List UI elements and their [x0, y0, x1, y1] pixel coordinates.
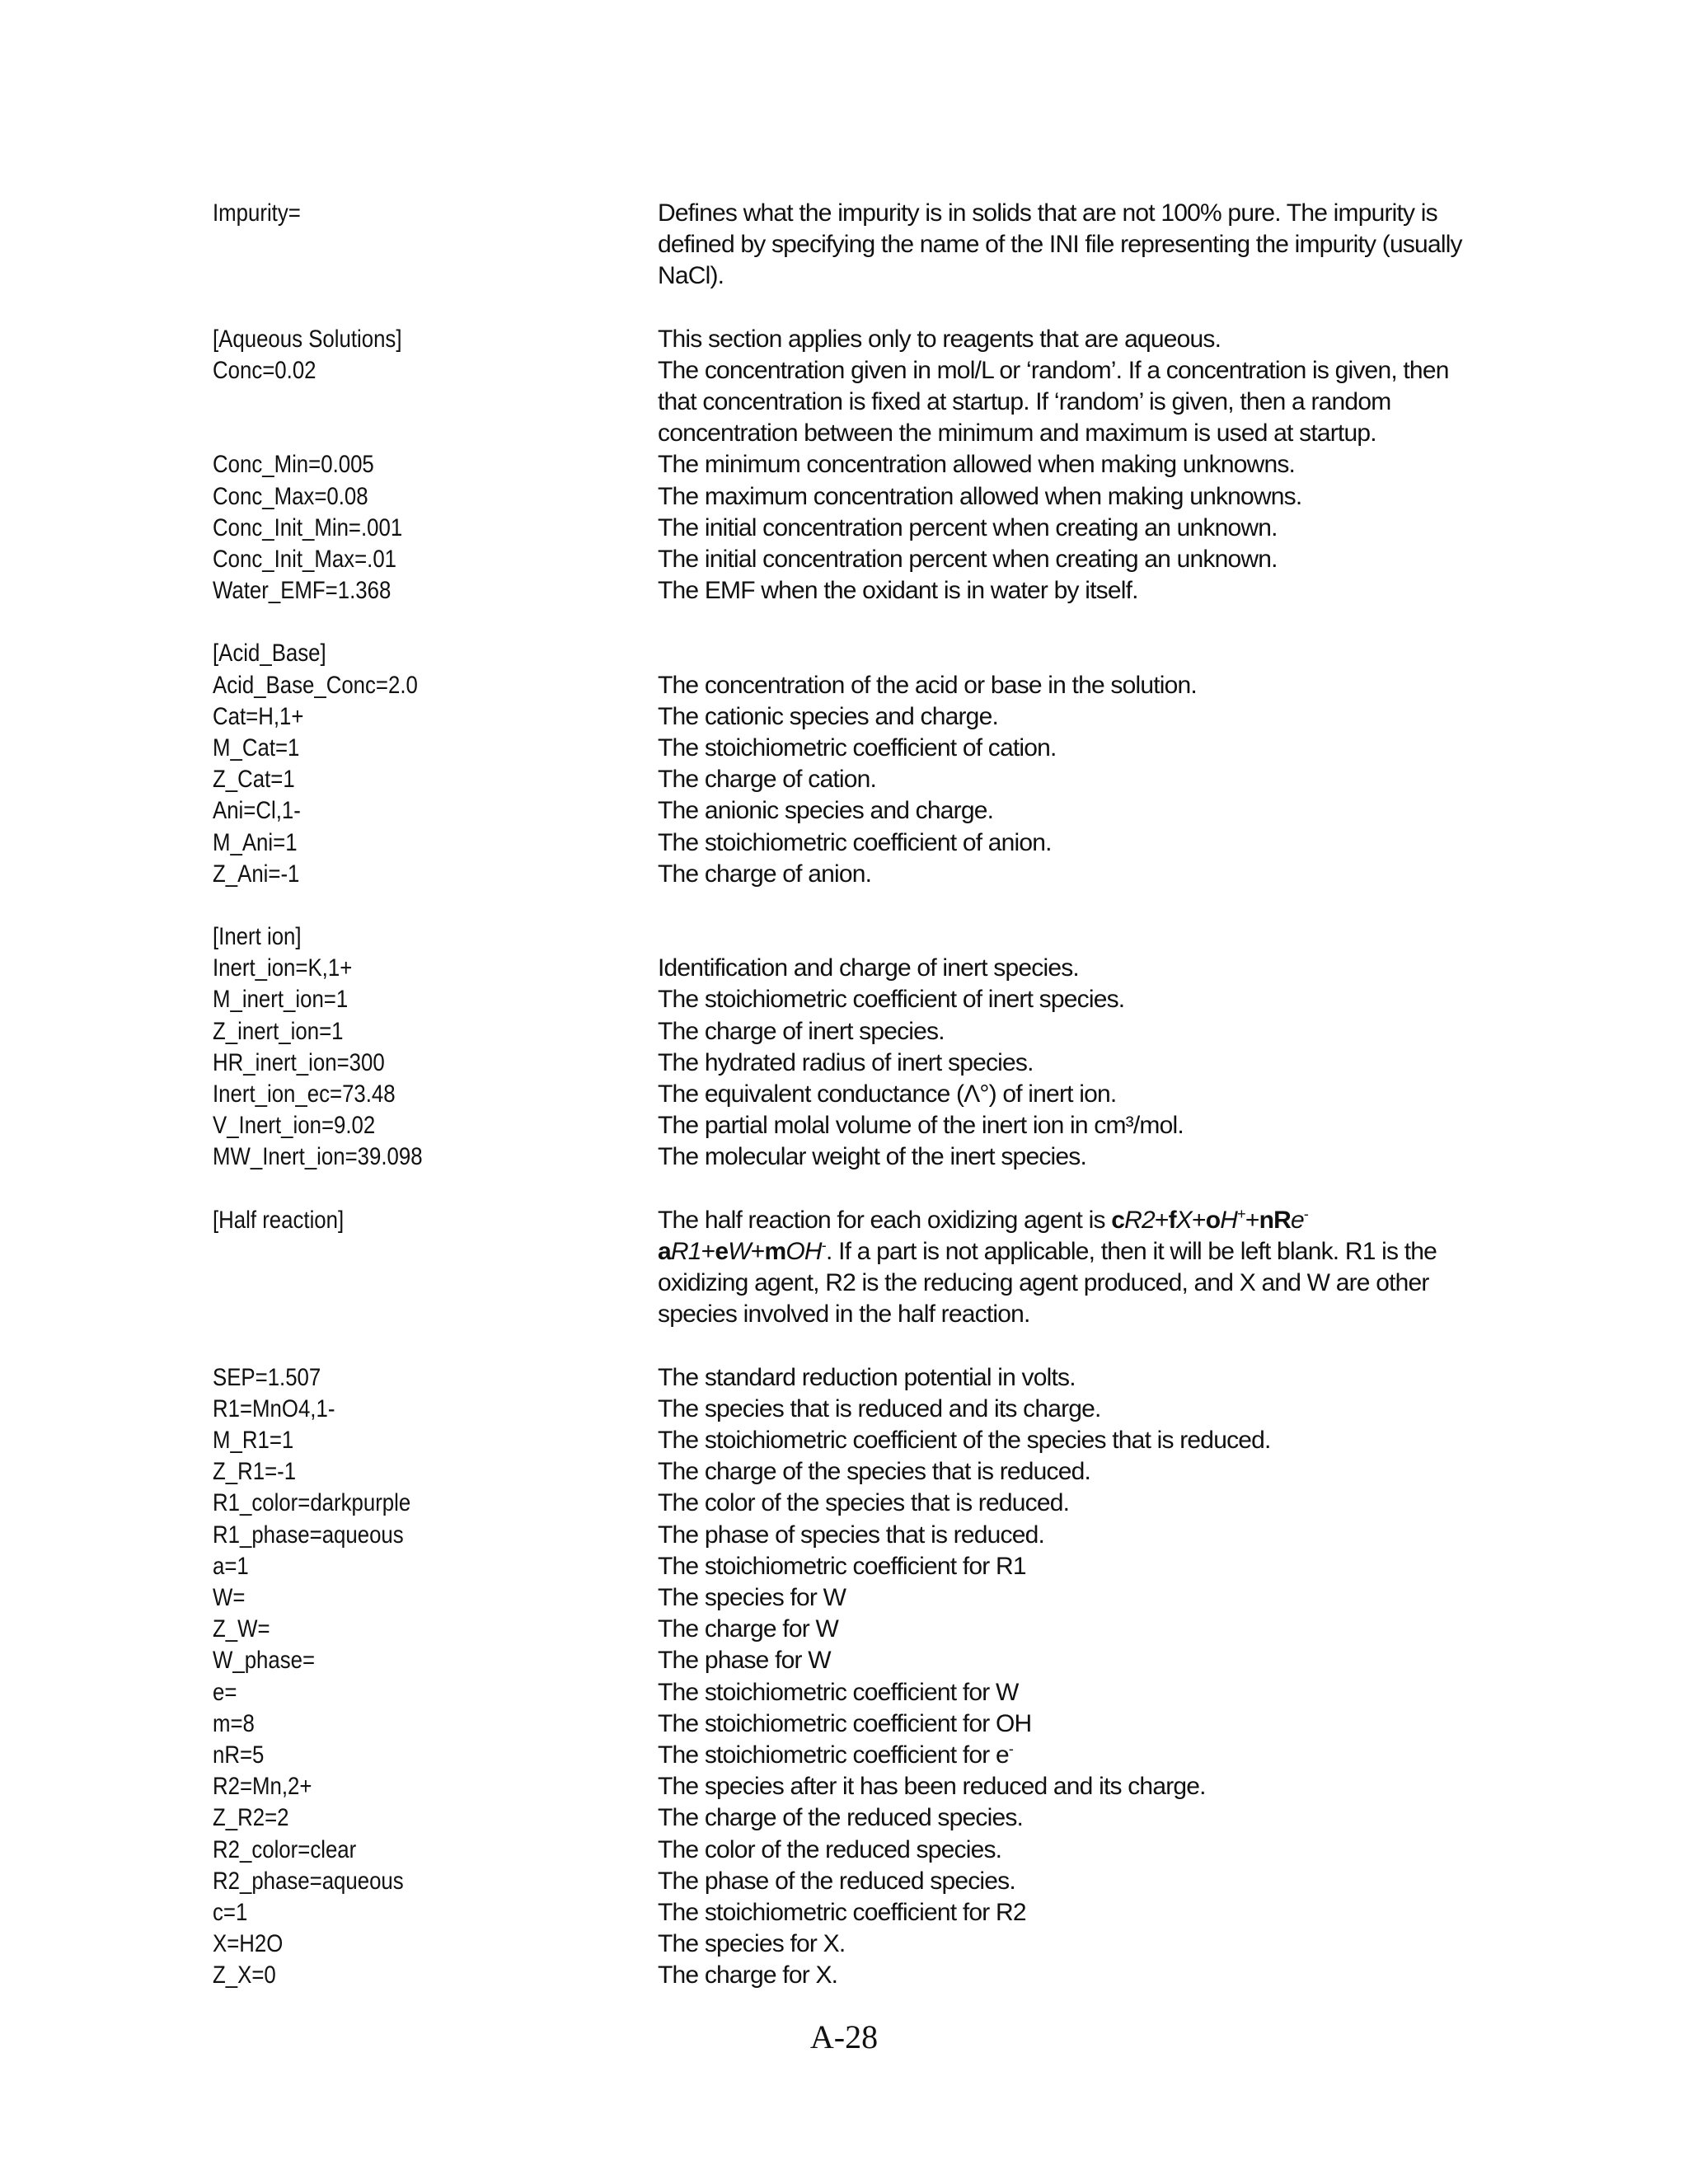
- parameter-key: R2=Mn,2+: [213, 1773, 312, 1801]
- parameter-row: [213, 1425, 1498, 1456]
- parameter-row: [213, 1929, 1498, 1960]
- half-reaction-equation: cR2+fX+oH++nRe- aR1+eW+mOH-.: [658, 1205, 1309, 1265]
- parameter-key: Conc_Init_Min=.001: [213, 513, 403, 541]
- parameter-row: [213, 481, 1498, 513]
- parameter-row: [213, 1835, 1498, 1866]
- parameter-row: [213, 1016, 1498, 1047]
- parameter-key: Conc=0.02: [213, 356, 316, 384]
- parameter-row: [213, 1456, 1498, 1488]
- parameter-row: [213, 1582, 1498, 1614]
- parameter-row: [213, 953, 1498, 984]
- parameter-description: [658, 921, 1482, 953]
- parameter-key: Conc_Init_Max=.01: [213, 546, 397, 574]
- parameter-description: The initial concentration percent when creating an unknown.: [658, 513, 1278, 541]
- parameter-key: Impurity=: [213, 199, 301, 227]
- parameter-key: M_R1=1: [213, 1426, 294, 1454]
- parameter-key: W_phase=: [213, 1647, 316, 1675]
- parameter-row: [213, 1205, 1498, 1331]
- parameter-key: M_Ani=1: [213, 828, 298, 856]
- parameter-row: [213, 1960, 1498, 1991]
- parameter-row: [213, 921, 1498, 953]
- parameter-key: Acid_Base_Conc=2.0: [213, 671, 418, 699]
- parameter-description: [658, 638, 1482, 669]
- parameter-description: The phase of the reduced species.: [658, 1867, 1015, 1895]
- parameter-row: [213, 1488, 1498, 1519]
- parameter-row: [213, 324, 1498, 355]
- parameter-key: Z_R1=-1: [213, 1458, 297, 1486]
- parameter-description: The stoichiometric coefficient for R1: [658, 1552, 1026, 1580]
- parameter-row: [213, 638, 1498, 669]
- parameter-description: The minimum concentration allowed when making unknowns.: [658, 451, 1296, 479]
- parameter-row: [213, 1866, 1498, 1897]
- parameter-description: The stoichiometric coefficient for R2: [658, 1898, 1026, 1926]
- parameter-row: [213, 575, 1498, 607]
- parameter-description: Identification and charge of inert species.: [658, 954, 1079, 982]
- parameter-row: [213, 1079, 1498, 1110]
- parameter-key: SEP=1.507: [213, 1363, 321, 1391]
- parameter-description: The initial concentration percent when creating an unknown.: [658, 546, 1278, 574]
- parameter-description: The phase of species that is reduced.: [658, 1521, 1045, 1549]
- parameter-row: [213, 827, 1498, 859]
- parameter-description: The molecular weight of the inert species.: [658, 1143, 1087, 1171]
- parameter-row: [213, 1047, 1498, 1079]
- parameter-row: [213, 1677, 1498, 1708]
- parameter-row: [213, 1897, 1498, 1929]
- parameter-description: The cationic species and charge.: [658, 702, 998, 730]
- row-spacer: [213, 293, 1498, 324]
- parameter-description: The standard reduction potential in volts.: [658, 1363, 1076, 1391]
- parameter-key: [Acid_Base]: [213, 640, 326, 668]
- parameter-key: MW_Inert_ion=39.098: [213, 1143, 423, 1171]
- parameter-description: The stoichiometric coefficient for OH: [658, 1709, 1032, 1737]
- row-spacer: [213, 1331, 1498, 1362]
- parameter-key: a=1: [213, 1552, 249, 1580]
- parameter-description: The hydrated radius of inert species.: [658, 1048, 1034, 1076]
- parameter-key: [Inert ion]: [213, 923, 302, 951]
- parameter-description: The concentration given in mol/L or ‘random’. If a concentration is given, then that concentration is fixed at startup. If ‘random’ is given, then a random concentration between the minimum and maximum is used at startup.: [658, 356, 1449, 448]
- parameter-row: [213, 1394, 1498, 1425]
- parameter-key: R1=MnO4,1-: [213, 1394, 335, 1422]
- half-reaction-lead: The half reaction for each oxidizing agent is: [658, 1206, 1112, 1234]
- parameter-row: [213, 1362, 1498, 1394]
- parameter-description: The anionic species and charge.: [658, 797, 994, 825]
- parameter-key: W=: [213, 1583, 246, 1611]
- parameter-description: The charge of the reduced species.: [658, 1804, 1024, 1832]
- parameter-key: Z_Ani=-1: [213, 860, 300, 888]
- parameter-key: HR_inert_ion=300: [213, 1048, 385, 1076]
- parameter-row: [213, 984, 1498, 1015]
- parameter-key: [Aqueous Solutions]: [213, 325, 402, 353]
- parameter-key: Inert_ion_ec=73.48: [213, 1080, 396, 1108]
- parameter-row: [213, 701, 1498, 733]
- parameter-key: R1_phase=aqueous: [213, 1521, 404, 1549]
- parameter-description: The charge for W: [658, 1615, 838, 1643]
- parameter-key: c=1: [213, 1898, 248, 1926]
- parameter-key: e=: [213, 1678, 237, 1706]
- parameter-description: The concentration of the acid or base in the solution.: [658, 671, 1197, 699]
- parameter-description: The stoichiometric coefficient of the species that is reduced.: [658, 1426, 1271, 1454]
- parameter-row: [213, 198, 1498, 293]
- parameter-key: [Half reaction]: [213, 1206, 345, 1234]
- parameter-row: [213, 795, 1498, 827]
- parameter-description: The species that is reduced and its charge.: [658, 1394, 1101, 1422]
- parameter-row: [213, 1141, 1498, 1173]
- parameter-row: [213, 513, 1498, 544]
- parameter-description: The stoichiometric coefficient of inert species.: [658, 986, 1125, 1014]
- parameter-description: The phase for W: [658, 1647, 831, 1675]
- row-spacer: [213, 1174, 1498, 1205]
- parameter-description: The species for X.: [658, 1930, 846, 1958]
- parameter-description: The EMF when the oxidant is in water by itself.: [658, 577, 1138, 605]
- parameter-description: Defines what the impurity is in solids that are not 100% pure. The impurity is defined by specifying the name of the INI file representing the impurity (usually NaCl).: [658, 199, 1462, 290]
- parameter-row: [213, 764, 1498, 795]
- parameter-description: The species after it has been reduced and its charge.: [658, 1773, 1206, 1801]
- parameter-description: The stoichiometric coefficient of cation.: [658, 734, 1057, 762]
- half-reaction-tail: If a part is not applicable, then it will be left blank. R1 is the oxidizing agent, R2 is the reducing agent produced, and X and W are other species involved in the half reaction.: [658, 1237, 1437, 1329]
- parameter-key: Z_X=0: [213, 1961, 276, 1990]
- parameter-description: This section applies only to reagents that are aqueous.: [658, 325, 1221, 353]
- parameter-key: M_Cat=1: [213, 734, 300, 762]
- parameter-row: [213, 355, 1498, 450]
- parameter-row: [213, 1645, 1498, 1676]
- parameter-key: Cat=H,1+: [213, 702, 304, 730]
- parameter-key: X=H2O: [213, 1930, 284, 1958]
- parameter-row: [213, 544, 1498, 575]
- parameter-description: The partial molal volume of the inert ion in cm³/mol.: [658, 1112, 1184, 1140]
- parameter-row: [213, 1708, 1498, 1740]
- parameter-key: Ani=Cl,1-: [213, 797, 301, 825]
- parameter-row: [213, 1520, 1498, 1551]
- parameter-key: Z_R2=2: [213, 1804, 289, 1832]
- parameter-key: Inert_ion=K,1+: [213, 954, 353, 982]
- parameter-row: [213, 1740, 1498, 1771]
- parameter-key: R2_phase=aqueous: [213, 1867, 404, 1895]
- page-number: A-28: [809, 2018, 879, 2055]
- parameter-row: [213, 1614, 1498, 1645]
- parameter-row: [213, 733, 1498, 764]
- parameter-key: R1_color=darkpurple: [213, 1489, 411, 1517]
- parameter-description: The stoichiometric coefficient of anion.: [658, 828, 1052, 856]
- parameter-row: [213, 670, 1498, 701]
- parameter-key: R2_color=clear: [213, 1835, 357, 1863]
- ini-parameter-table: [213, 198, 1498, 1992]
- parameter-key: Z_W=: [213, 1615, 270, 1643]
- row-spacer: [213, 890, 1498, 921]
- row-spacer: [213, 607, 1498, 638]
- parameter-key: Conc_Min=0.005: [213, 451, 374, 479]
- parameter-key: m=8: [213, 1709, 255, 1737]
- parameter-key: V_Inert_ion=9.02: [213, 1112, 376, 1140]
- parameter-description: The charge of cation.: [658, 766, 877, 794]
- parameter-description: The stoichiometric coefficient for W: [658, 1678, 1019, 1706]
- parameter-row: [213, 1551, 1498, 1582]
- parameter-description: The charge of inert species.: [658, 1017, 945, 1045]
- parameter-row: [213, 1802, 1498, 1834]
- parameter-description: The charge for X.: [658, 1961, 838, 1990]
- parameter-key: M_inert_ion=1: [213, 986, 349, 1014]
- parameter-key: Z_inert_ion=1: [213, 1017, 344, 1045]
- parameter-description: The stoichiometric coefficient for e-: [658, 1740, 1014, 1769]
- parameter-row: [213, 1771, 1498, 1802]
- nr-description: The stoichiometric coefficient for e: [658, 1741, 1009, 1769]
- parameter-description: The species for W: [658, 1583, 846, 1611]
- parameter-key: Water_EMF=1.368: [213, 577, 392, 605]
- parameter-key: Z_Cat=1: [213, 766, 295, 794]
- parameter-description: The charge of anion.: [658, 860, 872, 888]
- parameter-row: [213, 859, 1498, 890]
- parameter-description: The color of the reduced species.: [658, 1835, 1002, 1863]
- parameter-description: [658, 1205, 1482, 1331]
- parameter-description: The charge of the species that is reduced.: [658, 1458, 1091, 1486]
- parameter-description: The color of the species that is reduced.: [658, 1489, 1070, 1517]
- parameter-key: nR=5: [213, 1741, 265, 1769]
- parameter-row: [213, 449, 1498, 480]
- parameter-description: The maximum concentration allowed when making unknowns.: [658, 482, 1302, 510]
- parameter-row: [213, 1110, 1498, 1141]
- parameter-key: Conc_Max=0.08: [213, 482, 368, 510]
- parameter-description: The equivalent conductance (Λ°) of inert ion.: [658, 1080, 1117, 1108]
